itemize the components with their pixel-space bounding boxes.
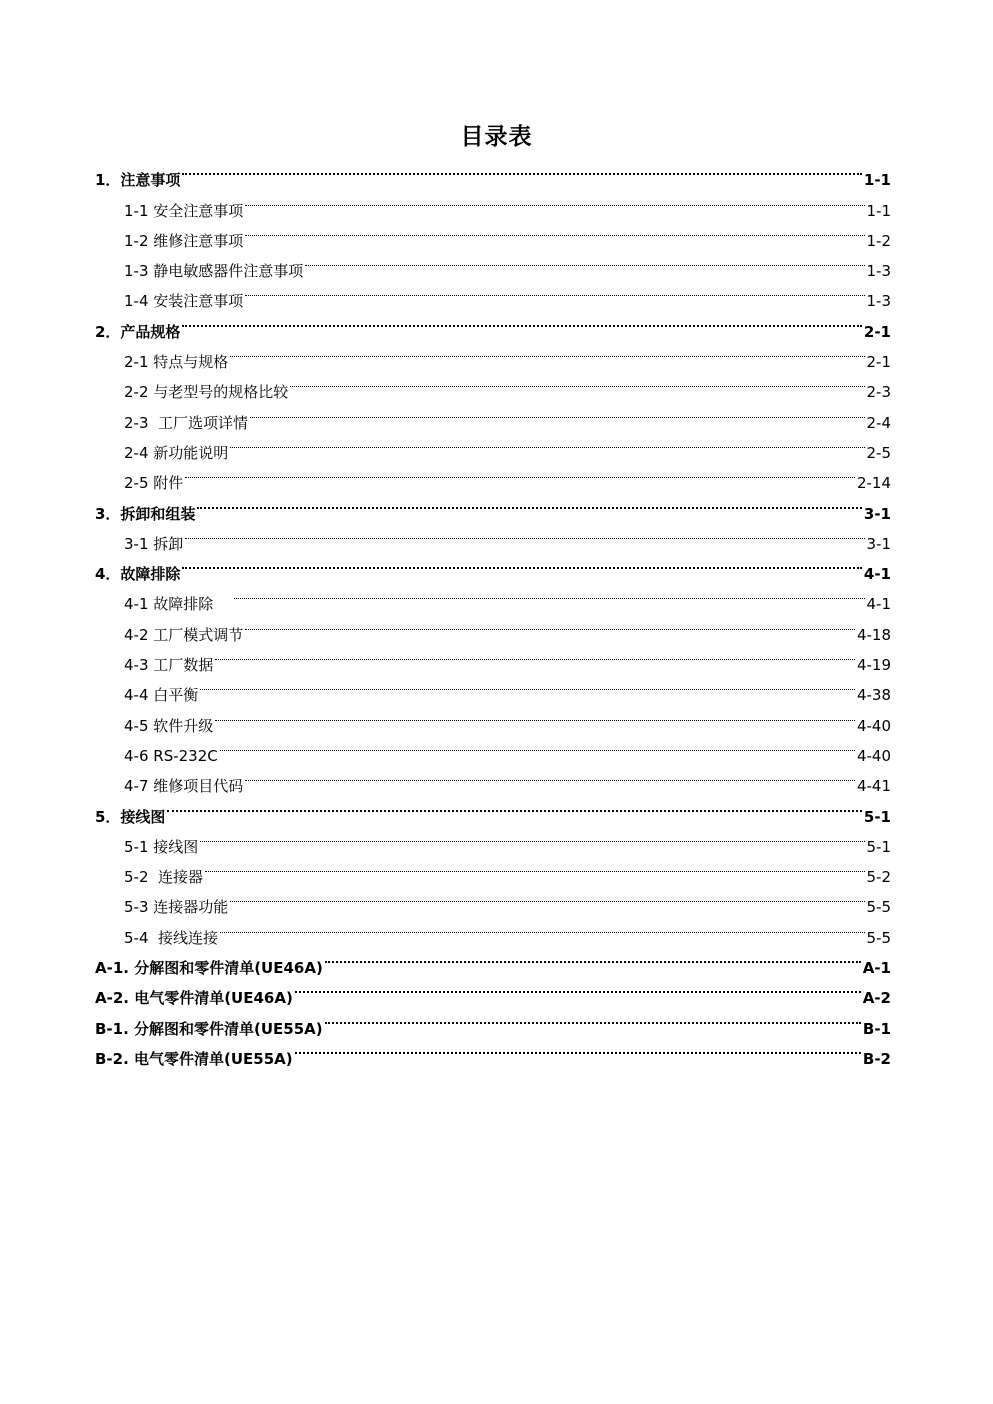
toc-entry-page-number: 1-2 bbox=[866, 231, 891, 250]
dot-leader bbox=[250, 397, 864, 427]
toc-entry-page-number: 5-2 bbox=[866, 868, 891, 887]
dot-leader bbox=[245, 276, 864, 306]
dot-leader bbox=[295, 973, 861, 1003]
toc-entry-label: A-2. 电气零件清单(UE46A) bbox=[95, 989, 293, 1008]
toc-chapter-entry[interactable] bbox=[95, 791, 891, 826]
toc-section-entry[interactable] bbox=[95, 700, 891, 735]
dot-leader bbox=[167, 791, 861, 821]
dot-leader bbox=[182, 155, 861, 185]
toc-entry-label: 5-2 连接器 bbox=[124, 868, 204, 887]
dot-leader bbox=[197, 488, 861, 518]
dot-leader bbox=[245, 185, 864, 215]
toc-entry-label: 4-4 白平衡 bbox=[124, 686, 199, 705]
toc-entry-page-number: 4-19 bbox=[856, 656, 891, 675]
page-title: 目录表 bbox=[460, 124, 533, 150]
dot-leader bbox=[215, 640, 855, 670]
toc-section-entry[interactable] bbox=[95, 185, 891, 220]
toc-entry-page-number: B-1 bbox=[862, 1019, 891, 1038]
toc-chapter-entry[interactable] bbox=[95, 549, 891, 584]
toc-entry-page-number: 3-1 bbox=[866, 534, 891, 553]
toc-entry-page-number: A-1 bbox=[862, 959, 891, 978]
toc-entry-page-number: 5-5 bbox=[866, 928, 891, 947]
toc-chapter-entry[interactable] bbox=[95, 306, 891, 341]
toc-entry-label: 4-6 RS-232C bbox=[124, 746, 218, 765]
toc-entry-label: 2-1 特点与规格 bbox=[124, 353, 229, 372]
toc-entry-page-number: 1-3 bbox=[866, 262, 891, 281]
toc-entry-label: A-1. 分解图和零件清单(UE46A) bbox=[95, 959, 323, 978]
dot-leader bbox=[185, 458, 855, 488]
toc-entry-page-number: 2-14 bbox=[856, 474, 891, 493]
toc-entry-page-number: 2-3 bbox=[866, 383, 891, 402]
toc-entry-label: 5．接线图 bbox=[95, 807, 166, 826]
toc-entry-page-number: 2-1 bbox=[866, 353, 891, 372]
toc-entry-label: 5-3 连接器功能 bbox=[124, 898, 229, 917]
toc-entry-page-number: 5-1 bbox=[863, 807, 891, 826]
toc-entry-page-number: 5-5 bbox=[866, 898, 891, 917]
toc-entry-label: 1-1 安全注意事项 bbox=[124, 201, 244, 220]
toc-entry-page-number: 4-1 bbox=[866, 595, 891, 614]
toc-entry-page-number: 2-4 bbox=[866, 413, 891, 432]
toc-entry-page-number: 4-40 bbox=[856, 746, 891, 765]
dot-leader bbox=[230, 882, 864, 912]
toc-entry-page-number: 1-1 bbox=[866, 201, 891, 220]
dot-leader bbox=[230, 337, 864, 367]
toc-section-entry[interactable] bbox=[95, 731, 891, 765]
dot-leader bbox=[182, 306, 861, 336]
toc-entry-label: 2-2 与老型号的规格比较 bbox=[124, 383, 289, 402]
toc-entry-label: 4-5 软件升级 bbox=[124, 716, 214, 735]
toc-entry-page-number: 4-41 bbox=[856, 777, 891, 796]
toc-entry-label: 1．注意事项 bbox=[95, 171, 181, 190]
toc-section-entry[interactable] bbox=[95, 882, 891, 917]
dot-leader bbox=[205, 852, 864, 882]
toc-entry-label: 4-3 工厂数据 bbox=[124, 656, 214, 675]
toc-section-entry[interactable] bbox=[95, 670, 891, 705]
toc-entry-label: 1-3 静电敏感器件注意事项 bbox=[124, 262, 304, 281]
toc-section-entry[interactable] bbox=[95, 519, 891, 553]
dot-leader bbox=[325, 1003, 861, 1033]
dot-leader bbox=[182, 549, 861, 579]
table-of-contents bbox=[95, 155, 891, 1068]
toc-entry-page-number: 1-1 bbox=[863, 171, 891, 190]
dot-leader bbox=[325, 943, 861, 973]
toc-entry-label: 2-3 工厂选项详情 bbox=[124, 413, 249, 432]
toc-entry-label: B-2. 电气零件清单(UE55A) bbox=[95, 1049, 293, 1068]
toc-entry-page-number: 4-1 bbox=[863, 565, 891, 584]
toc-chapter-entry[interactable] bbox=[95, 155, 891, 190]
toc-entry-label: 1-4 安装注意事项 bbox=[124, 292, 244, 311]
toc-section-entry[interactable] bbox=[95, 640, 891, 675]
toc-entry-label: 2-5 附件 bbox=[124, 474, 184, 493]
dot-leader bbox=[220, 912, 864, 942]
toc-entry-page-number: 4-38 bbox=[856, 686, 891, 705]
toc-entry-label: 5-1 接线图 bbox=[124, 837, 199, 856]
toc-entry-label: 5-4 接线连接 bbox=[124, 928, 219, 947]
dot-leader bbox=[234, 579, 864, 609]
toc-section-entry[interactable] bbox=[95, 822, 891, 856]
toc-entry-page-number: 5-1 bbox=[866, 837, 891, 856]
toc-entry-label: B-1. 分解图和零件清单(UE55A) bbox=[95, 1019, 323, 1038]
toc-entry-page-number: 1-3 bbox=[866, 292, 891, 311]
toc-entry-label: 4-2 工厂模式调节 bbox=[124, 625, 244, 644]
toc-entry-label: 4．故障排除 bbox=[95, 565, 181, 584]
dot-leader bbox=[220, 731, 855, 761]
toc-section-entry[interactable] bbox=[95, 852, 891, 887]
toc-entry-page-number: 3-1 bbox=[863, 504, 891, 523]
toc-entry-label: 3．拆卸和组装 bbox=[95, 504, 196, 523]
toc-entry-label: 4-7 维修项目代码 bbox=[124, 777, 244, 796]
toc-entry-label: 3-1 拆卸 bbox=[124, 534, 184, 553]
dot-leader bbox=[245, 761, 855, 791]
toc-entry-label: 1-2 维修注意事项 bbox=[124, 231, 244, 250]
toc-section-entry[interactable] bbox=[95, 337, 891, 372]
toc-entry-page-number: 2-1 bbox=[863, 322, 891, 341]
toc-entry-page-number: B-2 bbox=[862, 1049, 891, 1068]
dot-leader bbox=[215, 700, 855, 730]
toc-section-entry[interactable] bbox=[95, 458, 891, 493]
toc-entry-label: 2-4 新功能说明 bbox=[124, 443, 229, 462]
toc-entry-label: 4-1 故障排除 bbox=[124, 595, 233, 614]
toc-entry-page-number: A-2 bbox=[862, 989, 891, 1008]
toc-section-entry[interactable] bbox=[95, 579, 891, 614]
dot-leader bbox=[245, 216, 864, 246]
toc-entry-label: 2．产品规格 bbox=[95, 322, 181, 341]
toc-entry-page-number: 4-40 bbox=[856, 716, 891, 735]
dot-leader bbox=[185, 519, 864, 549]
dot-leader bbox=[245, 609, 855, 639]
dot-leader bbox=[230, 428, 864, 458]
dot-leader bbox=[295, 1034, 861, 1064]
dot-leader bbox=[200, 822, 864, 852]
toc-entry-page-number: 2-5 bbox=[866, 443, 891, 462]
dot-leader bbox=[305, 246, 864, 276]
toc-chapter-entry[interactable] bbox=[95, 488, 891, 523]
dot-leader bbox=[200, 670, 855, 700]
toc-entry-page-number: 4-18 bbox=[856, 625, 891, 644]
dot-leader bbox=[290, 367, 864, 397]
